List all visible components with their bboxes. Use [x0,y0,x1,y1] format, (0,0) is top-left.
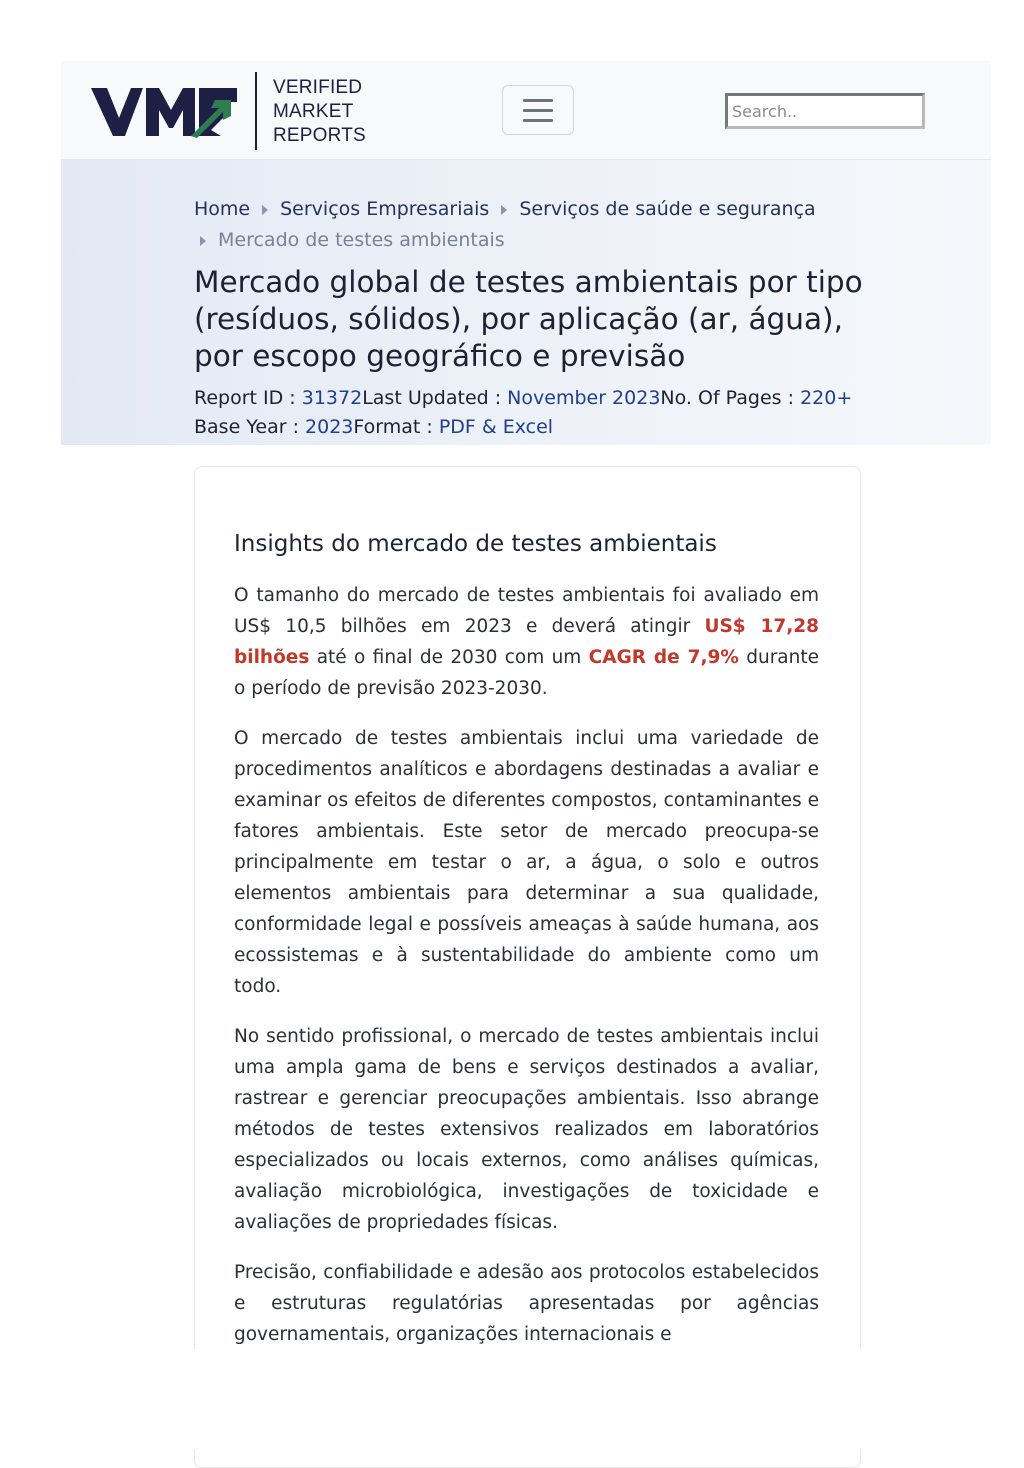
logo-wordmark [273,76,366,148]
report-id-value: 31372 [301,387,363,409]
hamburger-bar [523,109,553,112]
breadcrumb [194,194,874,256]
last-updated-label: Last Updated : [362,387,508,409]
navbar-toggle-button[interactable] [502,85,574,135]
breadcrumb-home[interactable]: Home [194,198,251,220]
page-title: Mercado global de testes ambientais por tipo (resíduos, sólidos), por aplicação (ar, água), por escopo geográfico e previsão [194,265,863,373]
hamburger-bar [523,119,553,122]
logo-line-2: MARKET [273,101,354,122]
report-content-card [194,466,861,1468]
chevron-right-icon [262,205,268,215]
chevron-right-icon [501,205,507,215]
report-hero [61,160,991,445]
paragraph-definition: O mercado de testes ambientais inclui uma variedade de procedimentos analíticos e abordagens destinadas a avaliar e examinar os efeitos de diferentes compostos, contaminantes e fatores ambientais. Este setor de mercado preocupa-se principalmente em testar o ar, a água, o solo e outros elementos ambientais para determinar a sua qualidade, conformidade legal e possíveis ameaças à saúde humana, aos ecossistemas e à sustentabilidade do ambiente como um todo. [234,728,819,997]
base-year-label: Base Year : [194,416,306,438]
format-label: Format : [353,416,439,438]
page-bottom-margin [0,1349,1024,1449]
hamburger-menu-icon [523,99,553,102]
search-input[interactable] [725,93,925,129]
paragraph-professional: No sentido profissional, o mercado de testes ambientais inclui uma ampla gama de bens e serviços destinados a avaliar, rastrear e gerenciar preocupações ambientais. Isso abrange métodos de testes extensivos realizados em laboratórios especializados ou locais externos, como análises químicas, avaliação microbiológica, investigações de toxicidade e avaliações de propriedades físicas. [234,1026,819,1233]
logo-line-1: VERIFIED [273,77,363,98]
p1-text-b: até o final de 2030 com um [309,647,589,668]
site-logo[interactable] [91,72,366,150]
market-value-highlight: US$ 17,28 bilhões [234,616,819,668]
section-title: Insights do mercado de testes ambientais [234,531,717,557]
p1-text-c: durante o período de previsão 2023-2030. [234,647,819,699]
chevron-right-icon [200,236,206,246]
section-body [234,580,819,1369]
format-value: PDF & Excel [438,416,554,438]
cagr-highlight: CAGR de 7,9% [588,647,739,668]
report-id-label: Report ID : [194,387,302,409]
breadcrumb-health-safety[interactable]: Serviços de saúde e segurança [519,198,816,220]
base-year-value: 2023 [305,416,354,438]
site-header [61,61,991,160]
vmr-logo-mark-icon [91,88,239,138]
logo-divider [255,72,257,150]
paragraph-market-size [234,580,819,704]
last-updated-value: November 2023 [507,387,661,409]
breadcrumb-current: Mercado de testes ambientais [218,229,505,251]
pages-value: 220+ [800,387,853,409]
paragraph-precision: Precisão, confiabilidade e adesão aos protocolos estabelecidos e estruturas regulatórias apresentadas por agências governamentais, organizações internacionais e [234,1262,819,1345]
report-meta [194,384,894,442]
p1-text-a: O tamanho do mercado de testes ambientais foi avaliado em US$ 10,5 bilhões em 2023 e deverá atingir [234,585,819,637]
logo-line-3: REPORTS [273,125,366,146]
breadcrumb-business-services[interactable]: Serviços Empresariais [280,198,490,220]
pages-label: No. Of Pages : [660,387,801,409]
